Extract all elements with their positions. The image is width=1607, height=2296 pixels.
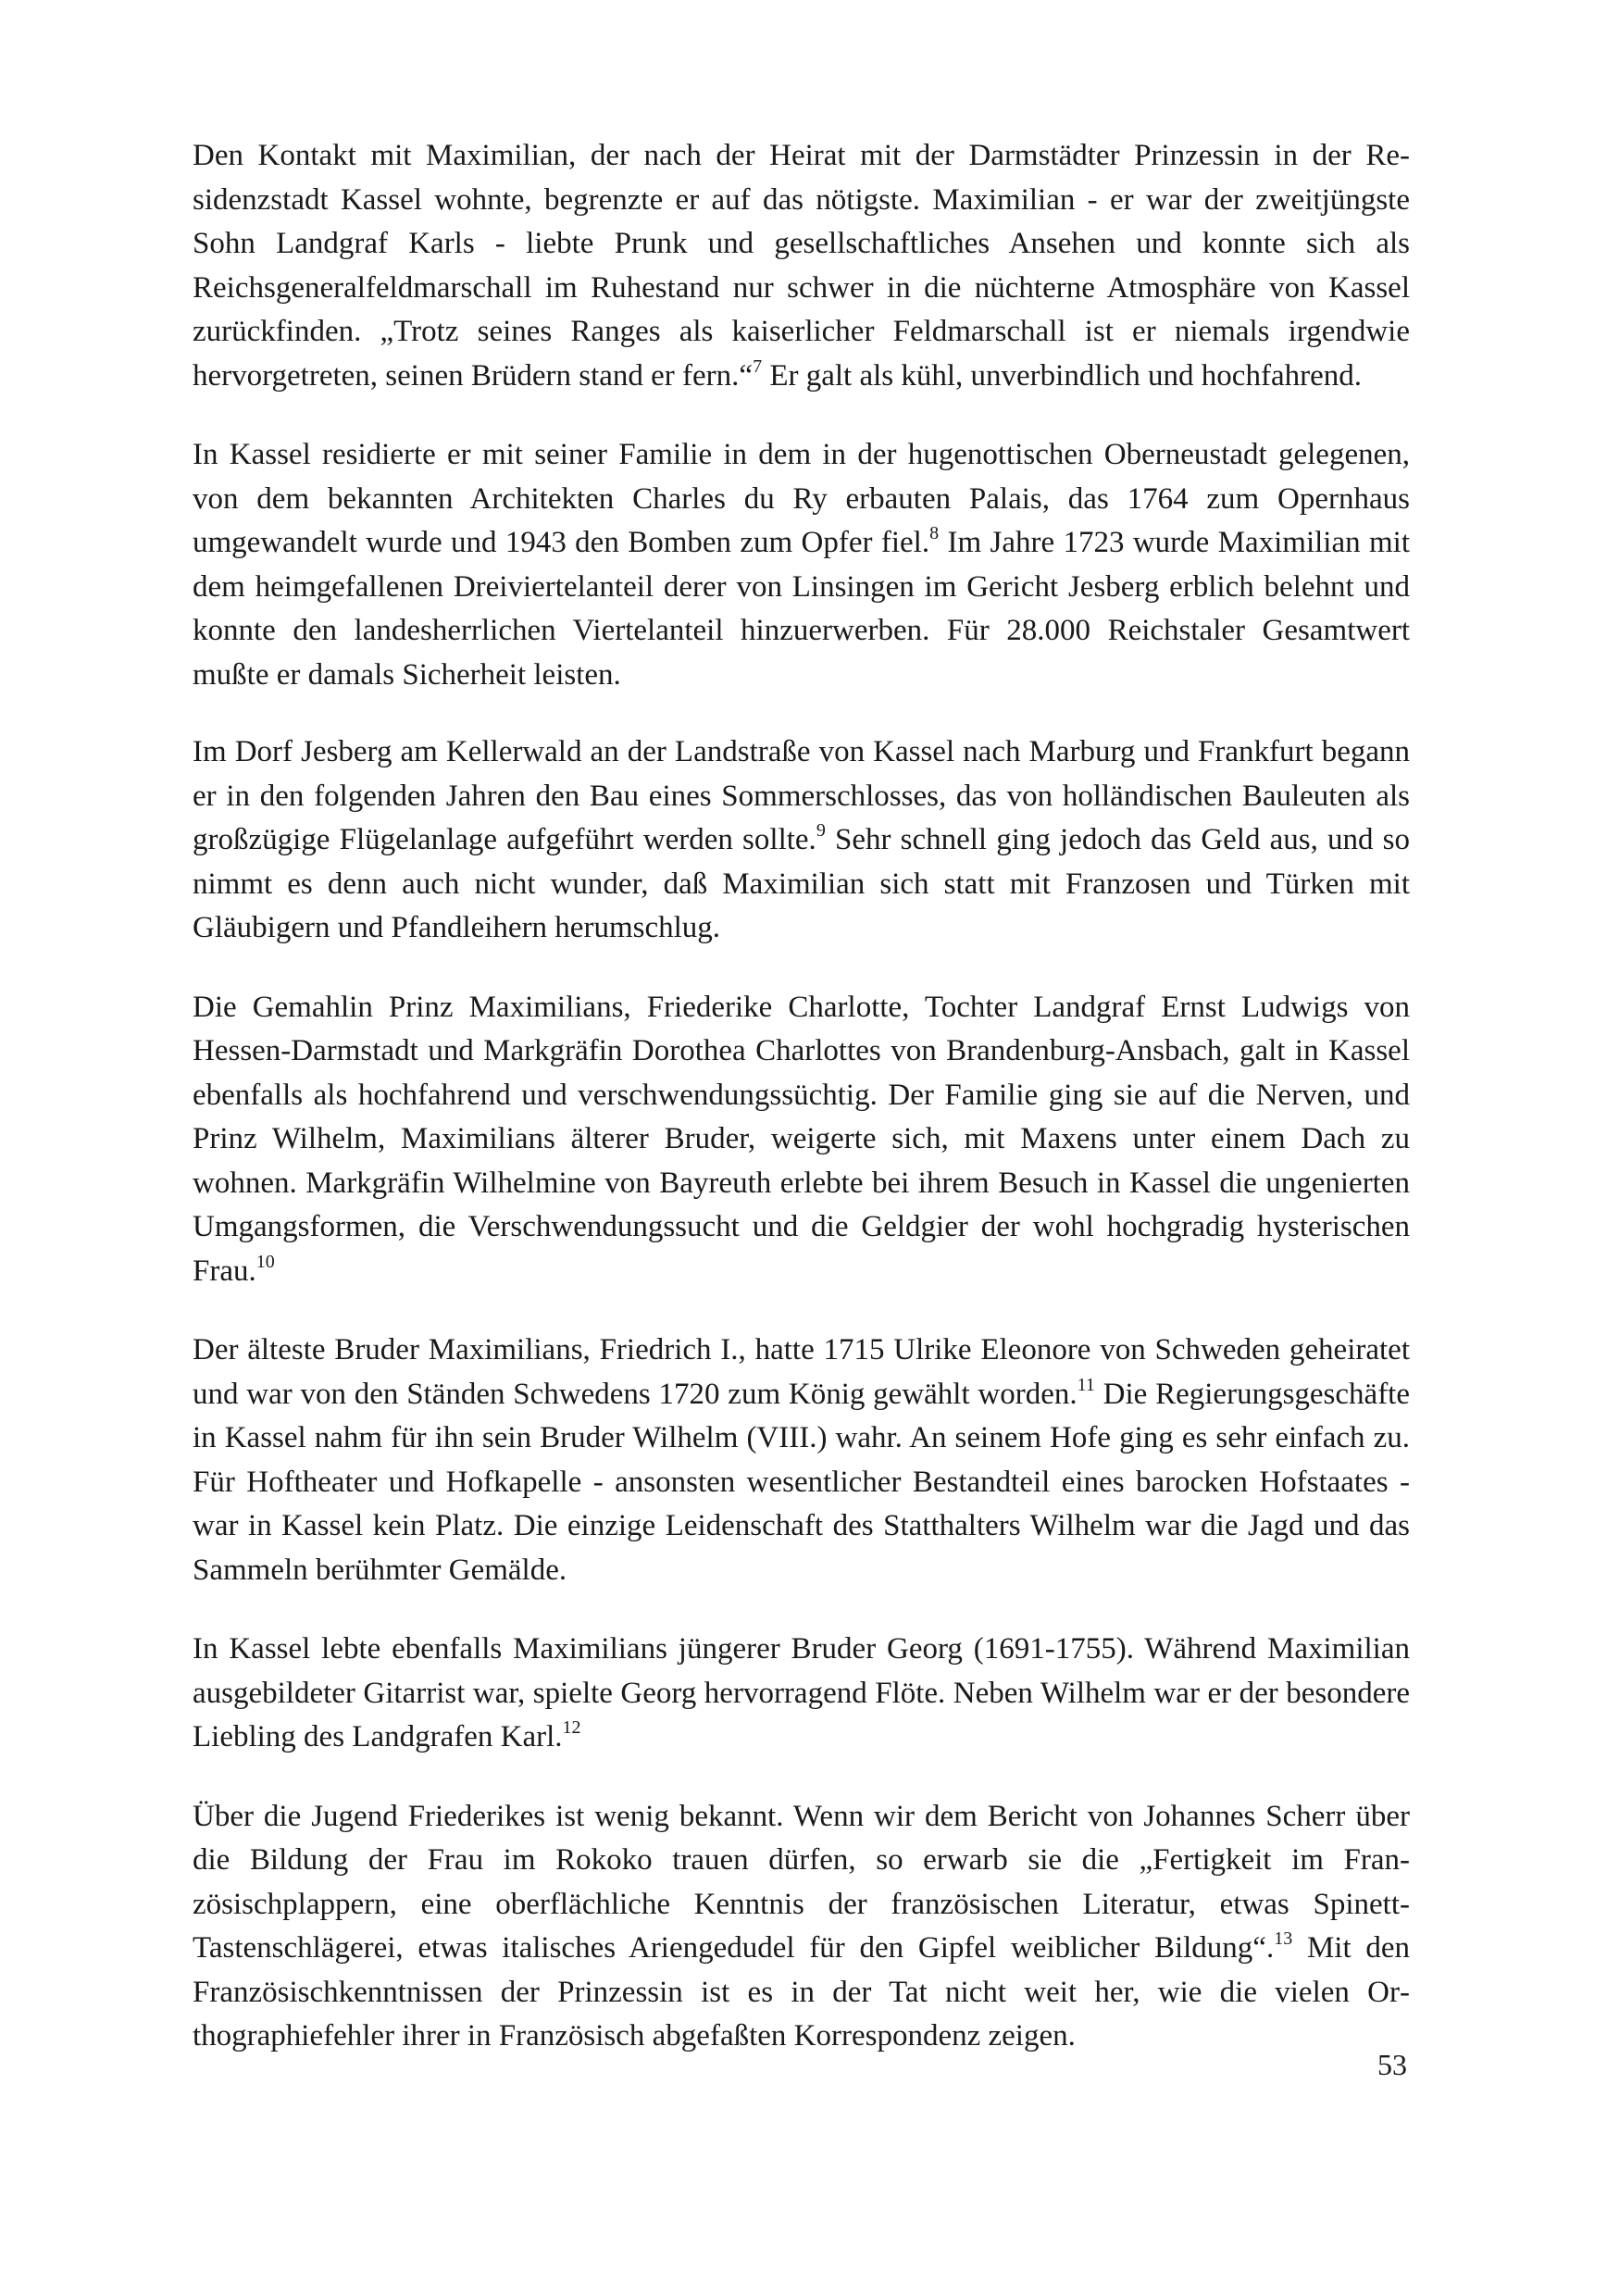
paragraph-2	[193, 433, 1410, 697]
footnote-ref-8[interactable]: 8	[929, 523, 940, 543]
paragraph-text: Mit den Französischkenntnissen der Prinzessin ist es in der Tat nicht weit her, wie die vielen Orthographiefehler ihrer in Französisch abgefaßten Korrespondenz zeigen.	[193, 1931, 1410, 2053]
paragraph-3	[193, 730, 1410, 951]
paragraph-text: Er galt als kühl, unverbindlich und hochfahrend.	[762, 358, 1362, 393]
footnote-ref-13[interactable]: 13	[1274, 1928, 1293, 1949]
footnote-ref-7[interactable]: 7	[753, 356, 763, 377]
paragraph-text: Die Regierungsgeschäfte in Kassel nahm für ihn sein Bruder Wilhelm (VIII.) wahr. An seinem Hofe ging es sehr einfach zu. Für Hoftheater und Hofkapelle - ansonsten wesentlicher Bestandteil eines barocken Hofstaates - war in Kassel kein Platz. Die einzige Leidenschaft des Statthalters Wilhelm war die Jagd und das Sammeln berühmter Gemälde.	[193, 1377, 1410, 1587]
paragraph-text: Im Jahre 1723 wurde Maximilian mit dem heimgefallenen Dreiviertelanteil derer von Linsingen im Gericht Jesberg erblich belehnt und konnte den landesherrlichen Viertelanteil hinzuerwerben. Für 28.000 Reichstaler Gesamtwert mußte er damals Sicherheit leisten.	[193, 526, 1410, 692]
footnote-ref-10[interactable]: 10	[255, 1251, 275, 1272]
paragraph-text: In Kassel residierte er mit seiner Familie in dem in der hugenottischen Oberneustadt gelegenen, von dem bekannten Architekten Charles du Ry erbauten Palais, das 1764 zum Opernhaus umgewandelt wurde und 1943 den Bomben zum Opfer fiel.	[193, 438, 1410, 559]
paragraph-text: Über die Jugend Friederikes ist wenig bekannt. Wenn wir dem Bericht von Johannes Scherr über die Bildung der Frau im Rokoko trauen dürfen, so erwarb sie die „Fertigkeit im Französischplappern, eine oberflächliche Kenntnis der französischen Literatur, etwas SpinettTastenschlägerei, etwas italisches Ariengedudel für den Gipfel weiblicher Bildung“.	[193, 1799, 1410, 1965]
paragraph-6	[193, 1628, 1410, 1760]
paragraph-text: Im Dorf Jesberg am Kellerwald an der Landstraße von Kassel nach Marburg und Frankfurt begann er in den folgenden Jahren den Bau eines Sommerschlosses, das von holländischen Bauleuten als großzügige Flügelanlage aufgeführt werden sollte.	[193, 735, 1410, 856]
paragraph-text: Die Gemahlin Prinz Maximilians, Friederike Charlotte, Tochter Landgraf Ernst Ludwigs von Hessen-Darmstadt und Markgräfin Dorothea Charlottes von Brandenburg-Ansbach, galt in Kassel ebenfalls als hochfahrend und verschwendungssüchtig. Der Familie ging sie auf die Nerven, und Prinz Wilhelm, Maximilians älterer Bruder, weigerte sich, mit Maxens unter einem Dach zu wohnen. Markgräfin Wilhelmine von Bayreuth erlebte bei ihrem Besuch in Kassel die ungenierten Umgangsformen, die Verschwendungssucht und die Geldgier der wohl hochgradig hysterischen Frau.	[193, 990, 1410, 1288]
footnote-ref-12[interactable]: 12	[562, 1717, 581, 1738]
paragraph-4	[193, 986, 1410, 1294]
paragraph-text: Den Kontakt mit Maximilian, der nach der Heirat mit der Darmstädter Prinzessin in der Residenzstadt Kassel wohnte, begrenzte er auf das nötigste. Maximilian - er war der zweitjüngste Sohn Landgraf Karls - liebte Prunk und gesellschaftliches Ansehen und konnte sich als Reichsgeneralfeldmarschall im Ruhestand nur schwer in die nüchterne Atmosphäre von Kassel zurückfinden. „Trotz seines Ranges als kaiserlicher Feldmarschall ist er niemals irgendwie hervorgetreten, seinen Brüdern stand er fern.“	[193, 139, 1410, 393]
paragraph-7	[193, 1795, 1410, 2059]
paragraph-5	[193, 1329, 1410, 1592]
paragraph-text: Sehr schnell ging jedoch das Geld aus, und so nimmt es denn auch nicht wunder, daß Maximilian sich statt mit Franzosen und Türken mit Gläubigern und Pfandleihern herumschlug.	[193, 823, 1411, 944]
paragraph-text: In Kassel lebte ebenfalls Maximilians jüngerer Bruder Georg (1691-1755). Während Maximilian ausgebildeter Gitarrist war, spielte Georg hervorragend Flöte. Neben Wilhelm war er der besondere Liebling des Landgrafen Karl.	[193, 1632, 1410, 1753]
footnote-ref-11[interactable]: 11	[1077, 1374, 1095, 1395]
page-number: 53	[1377, 2048, 1407, 2081]
footnote-ref-9[interactable]: 9	[816, 820, 826, 841]
body-text	[193, 134, 1410, 2094]
paragraph-text: Der älteste Bruder Maximilians, Friedrich I., hatte 1715 Ulrike Eleonore von Schweden geheiratet und war von den Ständen Schwedens 1720 zum König gewählt worden.	[193, 1333, 1410, 1411]
paragraph-1	[193, 134, 1410, 398]
